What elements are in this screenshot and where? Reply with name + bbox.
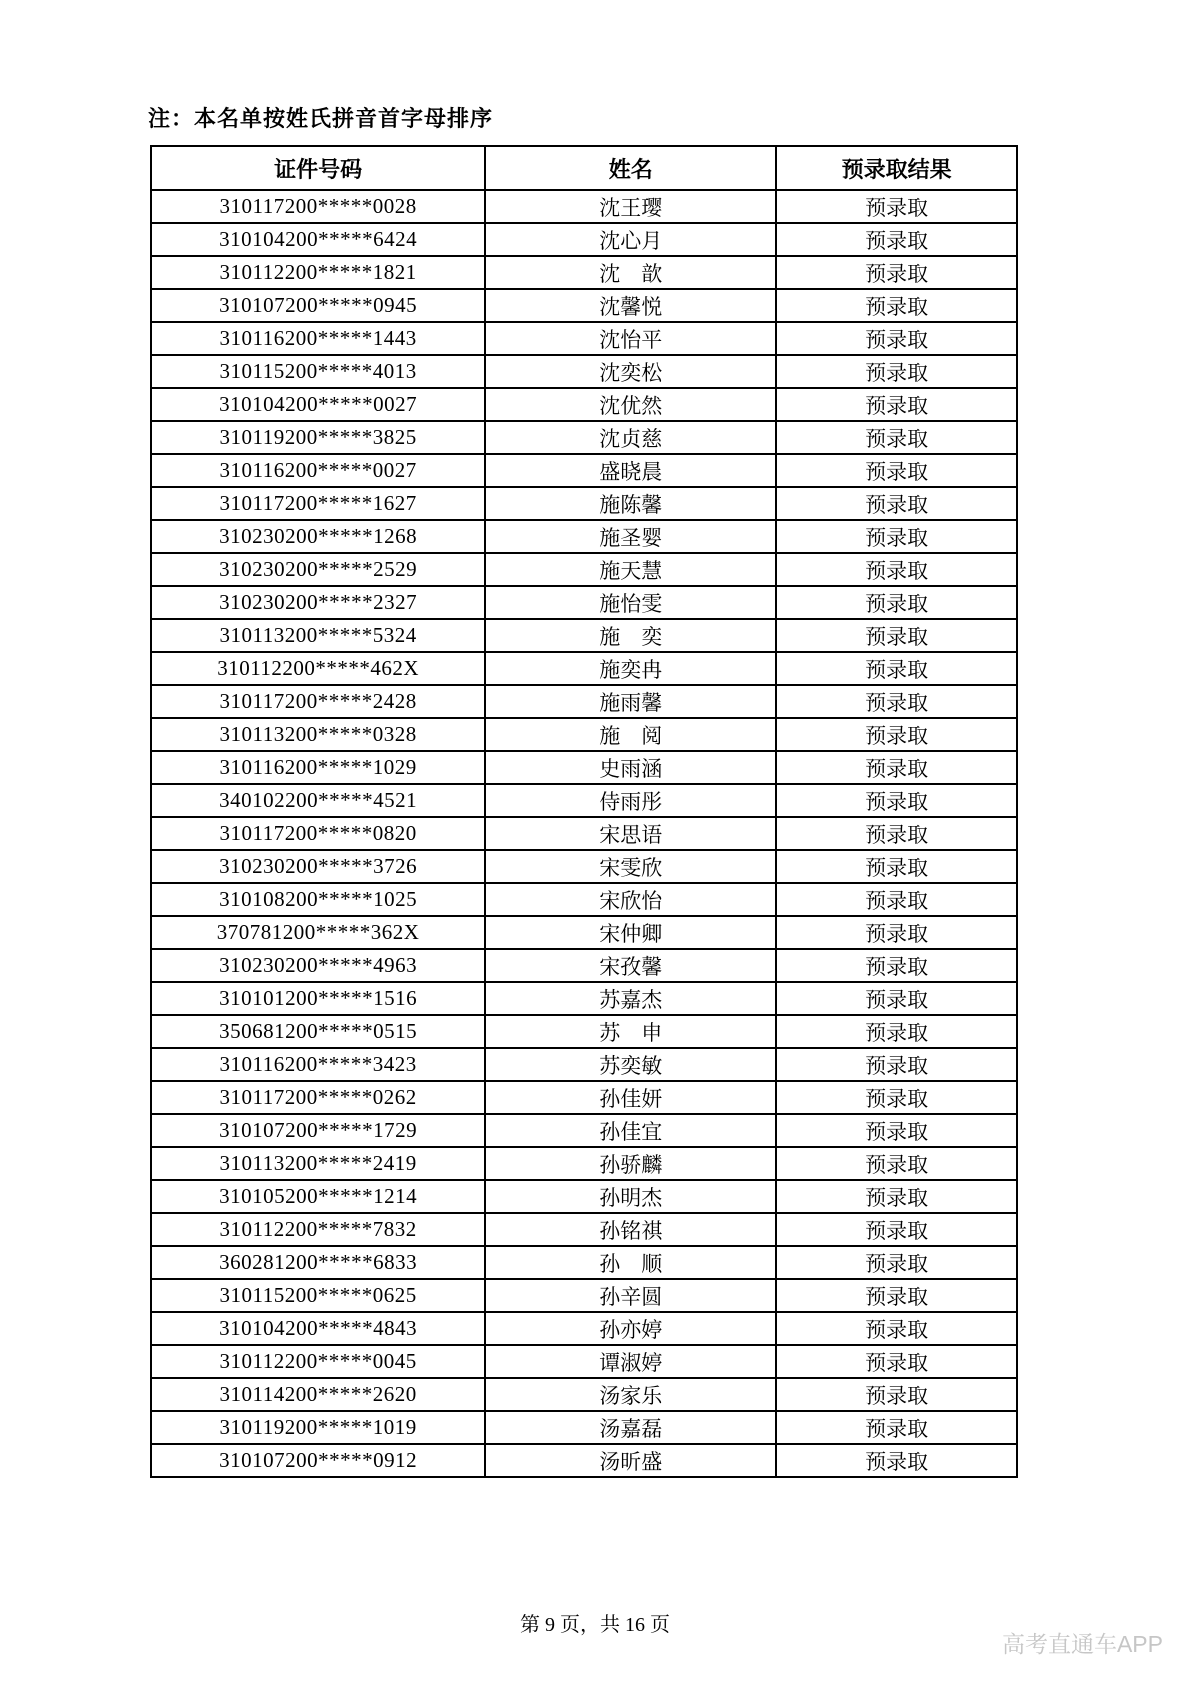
cell-id-number: 310107200*****0912 (151, 1444, 485, 1477)
cell-id-number: 310119200*****3825 (151, 421, 485, 454)
cell-id-number: 310113200*****5324 (151, 619, 485, 652)
cell-name: 宋思语 (485, 817, 776, 850)
cell-name: 沈奕松 (485, 355, 776, 388)
cell-result: 预录取 (776, 1279, 1017, 1312)
cell-id-number: 310112200*****462X (151, 652, 485, 685)
cell-result: 预录取 (776, 223, 1017, 256)
cell-result: 预录取 (776, 553, 1017, 586)
cell-result: 预录取 (776, 322, 1017, 355)
cell-result: 预录取 (776, 1246, 1017, 1279)
cell-result: 预录取 (776, 652, 1017, 685)
table-row (151, 1411, 1017, 1444)
table-row (151, 388, 1017, 421)
cell-result: 预录取 (776, 256, 1017, 289)
table-row (151, 1378, 1017, 1411)
table-row (151, 553, 1017, 586)
table-row (151, 949, 1017, 982)
cell-name: 沈 歆 (485, 256, 776, 289)
cell-result: 预录取 (776, 1312, 1017, 1345)
table-row (151, 685, 1017, 718)
table-row (151, 1015, 1017, 1048)
cell-name: 孙明杰 (485, 1180, 776, 1213)
cell-id-number: 310115200*****4013 (151, 355, 485, 388)
cell-name: 宋欣怡 (485, 883, 776, 916)
table-row (151, 1345, 1017, 1378)
cell-name: 宋孜馨 (485, 949, 776, 982)
cell-result: 预录取 (776, 1444, 1017, 1477)
cell-name: 沈贞慈 (485, 421, 776, 454)
sort-note: 注：本名单按姓氏拼音首字母排序 (148, 106, 494, 131)
cell-id-number: 310112200*****1821 (151, 256, 485, 289)
cell-result: 预录取 (776, 1147, 1017, 1180)
cell-result: 预录取 (776, 817, 1017, 850)
cell-id-number: 310117200*****0028 (151, 190, 485, 223)
cell-result: 预录取 (776, 355, 1017, 388)
cell-id-number: 310117200*****1627 (151, 487, 485, 520)
table-row (151, 652, 1017, 685)
table-row (151, 1246, 1017, 1279)
cell-name: 宋雯欣 (485, 850, 776, 883)
table-row (151, 1180, 1017, 1213)
table-row (151, 355, 1017, 388)
cell-name: 宋仲卿 (485, 916, 776, 949)
cell-name: 沈心月 (485, 223, 776, 256)
cell-name: 孙骄麟 (485, 1147, 776, 1180)
cell-id-number: 310104200*****6424 (151, 223, 485, 256)
cell-id-number: 310114200*****2620 (151, 1378, 485, 1411)
cell-id-number: 310113200*****2419 (151, 1147, 485, 1180)
cell-id-number: 310230200*****3726 (151, 850, 485, 883)
table-row (151, 850, 1017, 883)
table-row (151, 1213, 1017, 1246)
table-row (151, 223, 1017, 256)
cell-result: 预录取 (776, 1378, 1017, 1411)
cell-result: 预录取 (776, 1114, 1017, 1147)
cell-id-number: 310117200*****0820 (151, 817, 485, 850)
cell-id-number: 310117200*****0262 (151, 1081, 485, 1114)
cell-result: 预录取 (776, 1411, 1017, 1444)
cell-id-number: 310107200*****0945 (151, 289, 485, 322)
column-header-name: 姓名 (485, 146, 776, 190)
cell-result: 预录取 (776, 190, 1017, 223)
cell-name: 谭淑婷 (485, 1345, 776, 1378)
table-row (151, 256, 1017, 289)
cell-id-number: 340102200*****4521 (151, 784, 485, 817)
cell-result: 预录取 (776, 520, 1017, 553)
cell-result: 预录取 (776, 949, 1017, 982)
table-row (151, 190, 1017, 223)
cell-result: 预录取 (776, 883, 1017, 916)
cell-id-number: 310230200*****1268 (151, 520, 485, 553)
cell-id-number: 310116200*****1443 (151, 322, 485, 355)
cell-id-number: 310104200*****4843 (151, 1312, 485, 1345)
cell-id-number: 310113200*****0328 (151, 718, 485, 751)
table-row (151, 1114, 1017, 1147)
table-row (151, 619, 1017, 652)
table-row (151, 1279, 1017, 1312)
cell-name: 施陈馨 (485, 487, 776, 520)
cell-id-number: 310230200*****2327 (151, 586, 485, 619)
cell-id-number: 310107200*****1729 (151, 1114, 485, 1147)
table-header-row (151, 146, 1017, 190)
cell-result: 预录取 (776, 289, 1017, 322)
admission-result-table (150, 145, 1018, 1478)
table-row (151, 487, 1017, 520)
cell-name: 沈优然 (485, 388, 776, 421)
table-row (151, 454, 1017, 487)
table-row (151, 1444, 1017, 1477)
cell-result: 预录取 (776, 1048, 1017, 1081)
cell-name: 孙佳宜 (485, 1114, 776, 1147)
cell-name: 汤昕盛 (485, 1444, 776, 1477)
cell-id-number: 310116200*****3423 (151, 1048, 485, 1081)
cell-id-number: 310116200*****1029 (151, 751, 485, 784)
cell-id-number: 310230200*****4963 (151, 949, 485, 982)
cell-id-number: 310115200*****0625 (151, 1279, 485, 1312)
cell-result: 预录取 (776, 421, 1017, 454)
cell-result: 预录取 (776, 685, 1017, 718)
cell-name: 孙铭祺 (485, 1213, 776, 1246)
cell-id-number: 310112200*****7832 (151, 1213, 485, 1246)
column-header-result: 预录取结果 (776, 146, 1017, 190)
watermark-app-label: 高考直通车APP (1001, 1631, 1163, 1657)
cell-name: 汤家乐 (485, 1378, 776, 1411)
cell-result: 预录取 (776, 388, 1017, 421)
cell-result: 预录取 (776, 586, 1017, 619)
cell-name: 史雨涵 (485, 751, 776, 784)
cell-name: 汤嘉磊 (485, 1411, 776, 1444)
cell-id-number: 310108200*****1025 (151, 883, 485, 916)
table-row (151, 1312, 1017, 1345)
cell-id-number: 310104200*****0027 (151, 388, 485, 421)
cell-name: 盛晓晨 (485, 454, 776, 487)
cell-id-number: 360281200*****6833 (151, 1246, 485, 1279)
cell-name: 孙辛圆 (485, 1279, 776, 1312)
cell-result: 预录取 (776, 619, 1017, 652)
table-row (151, 784, 1017, 817)
cell-id-number: 310112200*****0045 (151, 1345, 485, 1378)
cell-result: 预录取 (776, 1345, 1017, 1378)
cell-id-number: 350681200*****0515 (151, 1015, 485, 1048)
cell-result: 预录取 (776, 751, 1017, 784)
table-row (151, 586, 1017, 619)
table-row (151, 421, 1017, 454)
cell-id-number: 310117200*****2428 (151, 685, 485, 718)
cell-result: 预录取 (776, 718, 1017, 751)
cell-name: 施圣婴 (485, 520, 776, 553)
table-row (151, 916, 1017, 949)
cell-name: 孙佳妍 (485, 1081, 776, 1114)
table-row (151, 751, 1017, 784)
cell-name: 施怡雯 (485, 586, 776, 619)
table-row (151, 982, 1017, 1015)
cell-name: 苏奕敏 (485, 1048, 776, 1081)
cell-name: 施雨馨 (485, 685, 776, 718)
table-row (151, 289, 1017, 322)
table-row (151, 1147, 1017, 1180)
cell-result: 预录取 (776, 1180, 1017, 1213)
cell-name: 沈王璎 (485, 190, 776, 223)
page-number-footer: 第 9 页，共 16 页 (520, 1614, 670, 1636)
cell-id-number: 310116200*****0027 (151, 454, 485, 487)
table-row (151, 520, 1017, 553)
table-row (151, 817, 1017, 850)
cell-id-number: 310119200*****1019 (151, 1411, 485, 1444)
cell-id-number: 370781200*****362X (151, 916, 485, 949)
table-row (151, 1048, 1017, 1081)
cell-result: 预录取 (776, 1081, 1017, 1114)
table-row (151, 1081, 1017, 1114)
cell-name: 施奕冉 (485, 652, 776, 685)
cell-id-number: 310101200*****1516 (151, 982, 485, 1015)
cell-id-number: 310105200*****1214 (151, 1180, 485, 1213)
cell-result: 预录取 (776, 454, 1017, 487)
table-row (151, 322, 1017, 355)
cell-name: 施天慧 (485, 553, 776, 586)
cell-result: 预录取 (776, 916, 1017, 949)
cell-name: 孙亦婷 (485, 1312, 776, 1345)
cell-result: 预录取 (776, 487, 1017, 520)
cell-name: 沈馨悦 (485, 289, 776, 322)
cell-name: 侍雨彤 (485, 784, 776, 817)
cell-result: 预录取 (776, 784, 1017, 817)
cell-name: 孙 顺 (485, 1246, 776, 1279)
table-row (151, 883, 1017, 916)
table-row (151, 718, 1017, 751)
column-header-id-number: 证件号码 (151, 146, 485, 190)
cell-name: 沈怡平 (485, 322, 776, 355)
cell-name: 施 阅 (485, 718, 776, 751)
cell-result: 预录取 (776, 982, 1017, 1015)
cell-name: 苏 申 (485, 1015, 776, 1048)
cell-result: 预录取 (776, 1213, 1017, 1246)
cell-name: 苏嘉杰 (485, 982, 776, 1015)
cell-result: 预录取 (776, 850, 1017, 883)
cell-name: 施 奕 (485, 619, 776, 652)
cell-id-number: 310230200*****2529 (151, 553, 485, 586)
cell-result: 预录取 (776, 1015, 1017, 1048)
